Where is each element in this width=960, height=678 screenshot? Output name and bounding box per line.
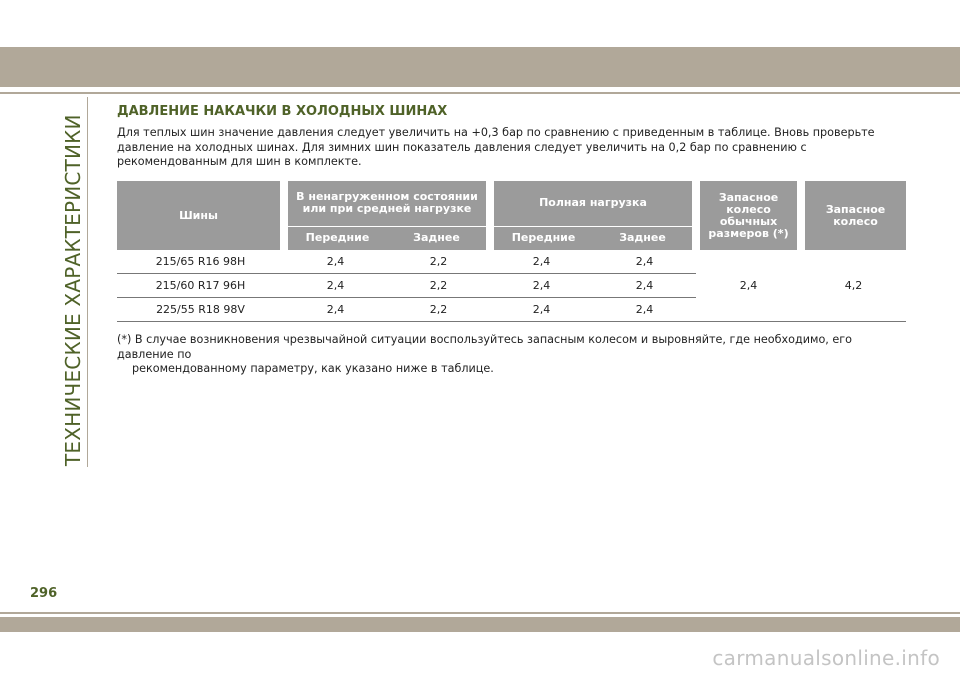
cell-unloaded-front: 2,4 — [284, 298, 387, 322]
cell-full-front: 2,4 — [490, 274, 593, 298]
page-heading: ДАВЛЕНИЕ НАКАЧКИ В ХОЛОДНЫХ ШИНАХ — [117, 104, 448, 119]
top-decor-line — [0, 92, 960, 94]
header-full-load: Полная нагрузка — [490, 181, 696, 226]
side-divider — [87, 97, 88, 467]
tire-pressure-table — [117, 181, 906, 322]
bottom-decor-line — [0, 612, 960, 614]
cell-unloaded-rear: 2,2 — [387, 298, 490, 322]
bottom-decor-band — [0, 617, 960, 632]
cell-full-front: 2,4 — [490, 250, 593, 274]
intro-paragraph: Для теплых шин значение давления следует увеличить на +0,3 бар по сравнению с приведенным в таблице. Вновь проверьте давление на холодных шинах. Для зимних шин показатель давления следует увеличить на 0,2 бар по сравнению с рекомендованным для шин в комплекте. — [117, 126, 875, 168]
header-spare: Запасное колесо — [801, 181, 906, 250]
cell-full-rear: 2,4 — [593, 298, 696, 322]
header-tires: Шины — [117, 181, 284, 250]
subheader-front-full: Передние — [490, 226, 593, 250]
header-spare-normal: Запасное колесо обычных размеров (*) — [696, 181, 801, 250]
cell-unloaded-rear: 2,2 — [387, 250, 490, 274]
header-unloaded: В ненагруженном состоянии или при средней нагрузке — [284, 181, 490, 226]
cell-unloaded-front: 2,4 — [284, 274, 387, 298]
cell-tire: 215/65 R16 98H — [117, 250, 284, 274]
cell-full-front: 2,4 — [490, 298, 593, 322]
subheader-rear-unloaded: Заднее — [387, 226, 490, 250]
page-number: 296 — [30, 586, 58, 601]
cell-spare: 4,2 — [801, 250, 906, 322]
cell-unloaded-front: 2,4 — [284, 250, 387, 274]
cell-unloaded-rear: 2,2 — [387, 274, 490, 298]
cell-tire: 225/55 R18 98V — [117, 298, 284, 322]
footnote — [117, 333, 907, 377]
subheader-front-unloaded: Передние — [284, 226, 387, 250]
table-row — [117, 250, 906, 274]
watermark: carmanualsonline.info — [712, 646, 940, 670]
cell-full-rear: 2,4 — [593, 274, 696, 298]
cell-full-rear: 2,4 — [593, 250, 696, 274]
section-side-title: ТЕХНИЧЕСКИЕ ХАРАКТЕРИСТИКИ — [61, 114, 85, 466]
cell-spare-normal: 2,4 — [696, 250, 801, 322]
footnote-line-2: рекомендованному параметру, как указано ниже в таблице. — [132, 362, 494, 375]
footnote-line-1: (*) В случае возникновения чрезвычайной ситуации воспользуйтесь запасным колесом и выровняйте, где необходимо, его давление по — [117, 333, 853, 361]
cell-tire: 215/60 R17 96H — [117, 274, 284, 298]
subheader-rear-full: Заднее — [593, 226, 696, 250]
top-decor-band — [0, 47, 960, 87]
